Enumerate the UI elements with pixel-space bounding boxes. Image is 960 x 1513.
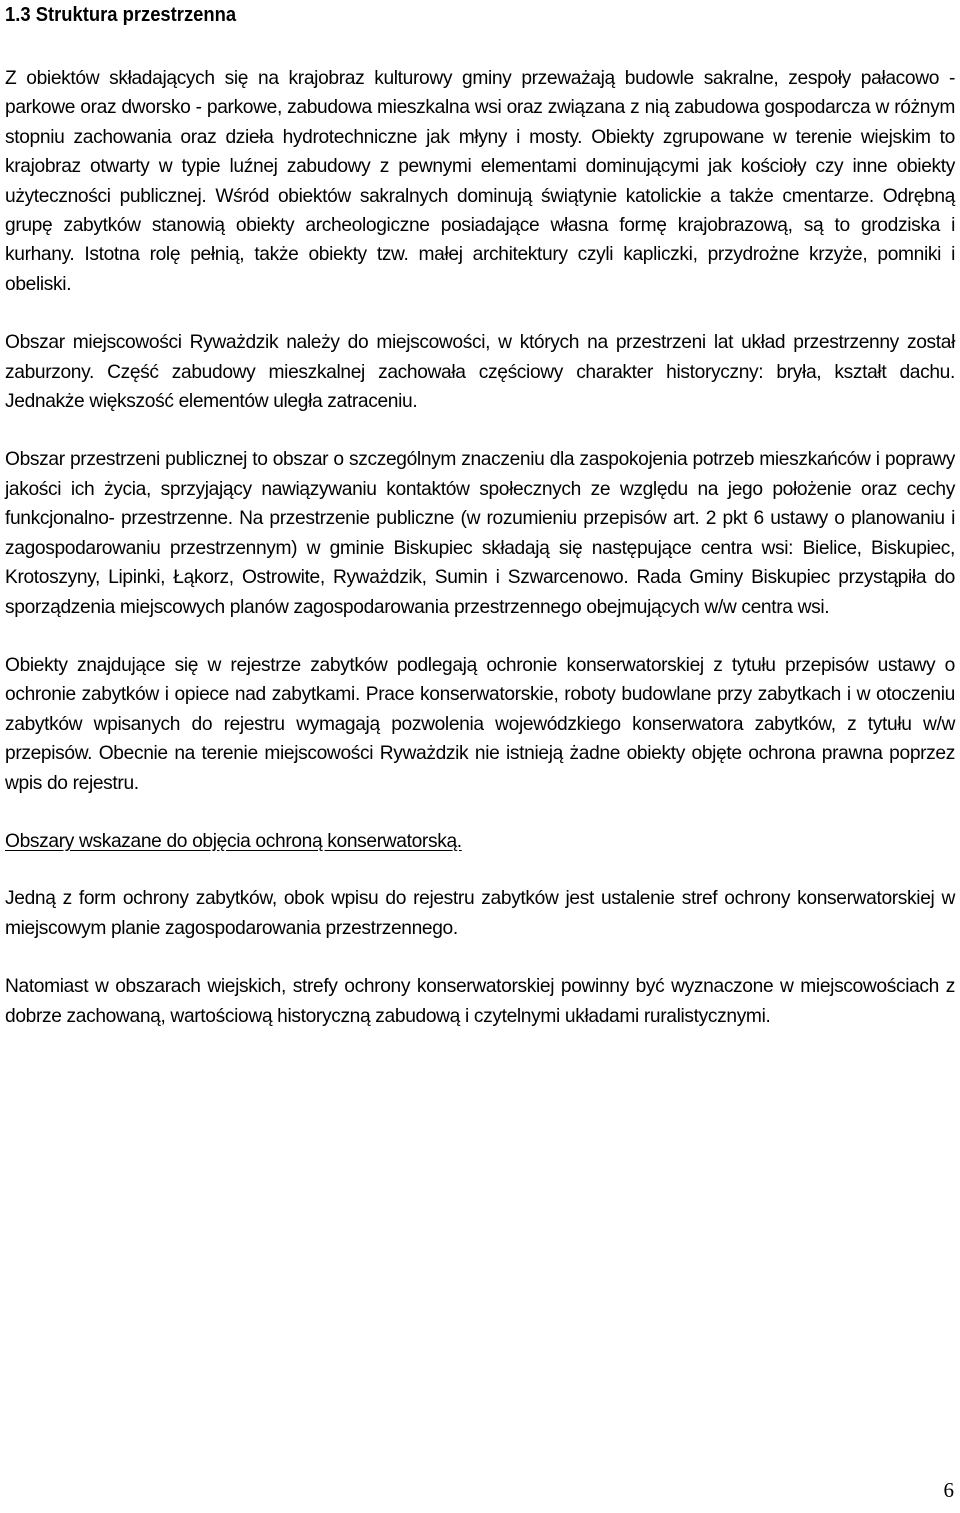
page-number: 6: [943, 1478, 954, 1502]
section-heading: 1.3 Struktura przestrzenna: [5, 4, 237, 26]
paragraph-cultural-landscape: Z obiektów składających się na krajobraz kulturowy gminy przeważają budowle sakralne, zespoły pałacowo - parkowe oraz dworsko - parkowe, zabudowa mieszkalna wsi oraz związana z nią zabudowa gospodarcza w różnym stopniu zachowania oraz dzieła hydrotechniczne jak młyny i mosty. Obiekty zgrupowane w terenie wiejskim to krajobraz otwarty w typie luźnej zabudowy z pewnymi elementami dominującymi jak kościoły czy inne obiekty użyteczności publicznej. Wśród obiektów sakralnych dominują świątynie katolickie a także cmentarze. Odrębną grupę zabytków stanowią obiekty archeologiczne posiadające własna formę krajobrazową, są to grodziska i kurhany. Istotna rolę pełnią, także obiekty tzw. małej architektury czyli kapliczki, przydrożne krzyże, pomniki i obeliski.: [5, 68, 955, 295]
document-page: [5, 0, 955, 1031]
paragraph-rural-areas: Natomiast w obszarach wiejskich, strefy ochrony konserwatorskiej powinny być wyznaczone w miejscowościach z dobrze zachowaną, wartościową historyczną zabudową i czytelnymi układami ruralistycznymi.: [5, 976, 955, 1027]
subheading-text: Obszary wskazane do objęcia ochroną konserwatorską.: [5, 830, 462, 852]
paragraph-public-space: Obszar przestrzeni publicznej to obszar o szczególnym znaczeniu dla zaspokojenia potrzeb mieszkańców i poprawy jakości ich życia, sprzyjający nawiązywaniu kontaktów społecznych ze względu na jego położenie oraz cechy funkcjonalno- przestrzenne. Na przestrzenie publiczne (w rozumieniu przepisów art. 2 pkt 6 ustawy o planowaniu i zagospodarowaniu przestrzennym) w gminie Biskupiec składają się następujące centra wsi: Bielice, Biskupiec, Krotoszyny, Lipinki, Łąkorz, Ostrowite, Ryważdzik, Sumin i Szwarcenowo. Rada Gminy Biskupiec przystąpiła do sporządzenia miejscowych planów zagospodarowania przestrzennego obejmujących w/w centra wsi.: [5, 449, 955, 618]
subheading-protected-areas: [5, 827, 955, 856]
paragraph-spatial-layout: Obszar miejscowości Ryważdzik należy do miejscowości, w których na przestrzeni lat układ przestrzenny został zaburzony. Część zabudowy mieszkalnej zachowała częściowy charakter historyczny: bryła, kształt dachu. Jednakże większość elementów uległa zatraceniu.: [5, 332, 955, 413]
paragraph-monument-register: Obiekty znajdujące się w rejestrze zabytków podlegają ochronie konserwatorskiej z tytułu przepisów ustawy o ochronie zabytków i opiece nad zabytkami. Prace konserwatorskie, roboty budowlane przy zabytkach i w otoczeniu zabytków wpisanych do rejestru wymagają pozwolenia wojewódzkiego konserwatora zabytków, z tytułu w/w przepisów. Obecnie na terenie miejscowości Ryważdzik nie istnieją żadne obiekty objęte ochrona prawna poprzez wpis do rejestru.: [5, 654, 955, 794]
paragraph-protection-zones: Jedną z form ochrony zabytków, obok wpisu do rejestru zabytków jest ustalenie stref ochrony konserwatorskiej w miejscowym planie zagospodarowania przestrzennego.: [5, 888, 955, 939]
